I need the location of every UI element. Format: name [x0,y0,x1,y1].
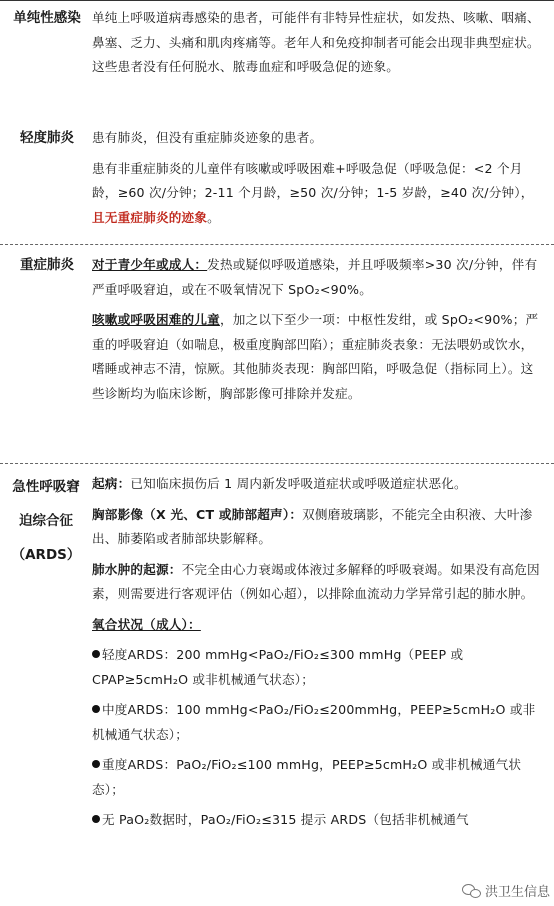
imaging-text: 双侧磨玻璃影，不能完全由积液、大叶渗出、肺萎陷或者肺部块影解释。 [92,506,533,546]
child-text: ，加之以下至少一项：中枢性发绀，或 SpO₂<90%；严重的呼吸窘迫（如喘息，极重度胸部凹陷）；重症肺炎表象：无法喂奶或饮水，嗜睡或神志不清，惊厥。其他肺炎表现：胸部凹陷，呼吸急促（指标同上）。这些诊断均为临床诊断，胸部影像可排除并发症。 [92,312,539,401]
section-label [2,470,90,572]
bullet-text: 中度ARDS：100 mmHg<PaO₂/FiO₂≤200mmHg，PEEP≥5cmH₂O 或非机械通气状态）； [92,702,536,742]
section-label: 轻度肺炎 [20,130,74,146]
bullet-mild [92,643,542,692]
section-text: 患有肺炎，但没有重症肺炎迹象的患者。 [92,130,323,145]
imaging-lead: 胸部影像（X 光、CT 或肺部超声）： [92,506,303,522]
bullet-severe [92,753,542,802]
adult-lead: 对于青少年或成人： [92,257,208,272]
divider [0,244,554,245]
onset [92,472,542,497]
section-text: 单纯上呼吸道病毒感染的患者，可能伴有非特异性症状，如发热、咳嗽、咽痛、鼻塞、乏力、头痛和肌肉疼痛等。老年人和免疫抑制者可能会出现非典型症状。这些患者没有任何脱水、脓毒血症和呼吸急促的迹象。 [92,10,540,74]
bullet-no-pao2 [92,808,542,833]
label-line: （ARDS） [11,547,81,563]
onset-lead: 起病： [92,476,131,491]
bullet-icon [92,760,100,768]
wechat-icon [462,884,482,898]
bullet-text: 轻度ARDS：200 mmHg<PaO₂/FiO₂≤300 mmHg（PEEP 或 CPAP≥5cmH₂O 或非机械通气状态）； [92,647,464,687]
oxygenation-lead: 氧合状况（成人）： [92,616,201,632]
no-severe-sign-text: 且无重症肺炎的迹象 [92,209,208,225]
children-criteria: 患有非重症肺炎的儿童伴有咳嗽或呼吸困难+呼吸急促（呼吸急促：<2 个月龄，≥60 次/分钟；2-11 个月龄，≥50 次/分钟；1-5 岁龄，≥40 次/分钟）， [92,160,534,200]
bullet-icon [92,705,100,713]
bullet-icon [92,650,100,658]
child-criteria [92,308,542,406]
watermark-text: 洪卫生信息 [484,885,550,900]
child-lead: 咳嗽或呼吸困难的儿童 [92,312,220,327]
bullet-icon [92,815,100,823]
bullet-text: 无 PaO₂数据时，PaO₂/FiO₂≤315 提示 ARDS（包括非机械通气 [102,812,469,827]
bullet-text: 重度ARDS：PaO₂/FiO₂≤100 mmHg，PEEP≥5cmH₂O 或非机械通气状态）； [92,757,522,797]
imaging [92,503,542,552]
label-line: 迫综合征 [19,513,73,529]
label-line: 急性呼吸窘 [12,479,80,495]
edema-lead: 肺水肿的起源： [92,561,182,577]
edema-text: 不完全由心力衰竭或体液过多解释的呼吸衰竭。如果没有高危因素，则需要进行客观评估（例如心超），以排除血流动力学异常引起的肺水肿。 [92,561,540,601]
adult-criteria [92,253,542,302]
section-label: 单纯性感染 [13,10,81,26]
top-rule [0,0,554,1]
bullet-moderate [92,698,542,747]
oxygenation-heading [92,613,542,638]
section-text-children: 患有非重症肺炎的儿童伴有咳嗽或呼吸困难+呼吸急促（呼吸急促：<2 个月龄，≥60 次/分钟；2-11 个月龄，≥50 次/分钟；1-5 岁龄，≥40 次/分钟），且无重症肺炎的迹象。 [92,160,534,225]
onset-text: 已知临床损伤后 1 周内新发呼吸道症状或呼吸道症状恶化。 [130,476,467,491]
divider [0,463,554,464]
adult-text: 发热或疑似呼吸道感染，并且呼吸频率>30 次/分钟，伴有严重呼吸窘迫，或在不吸氧情况下 SpO₂<90%。 [92,257,538,297]
watermark [462,881,550,900]
edema-origin [92,558,542,607]
section-label: 重症肺炎 [20,257,74,273]
